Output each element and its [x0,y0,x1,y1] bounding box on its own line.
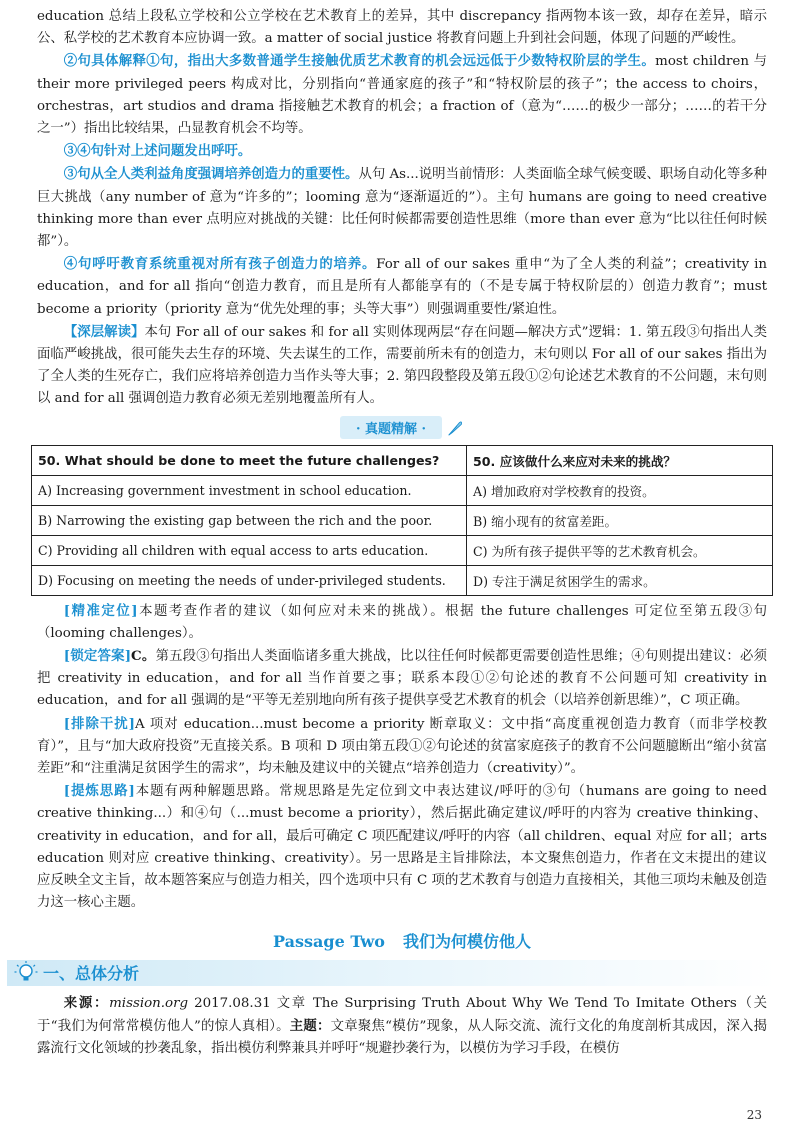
deep-reading-paragraph: 【深层解读】本句 For all of our sakes 和 for all 实则体现两层“存在问题—解决方式”逻辑：1. 第五段③句指出人类面临严峻挑战，很可能失去生存的环境、失去谋生的工作，需要前所未有的创造力，末句则以 For all of our sakes 指出为了全人类的生死存亡，我们应将培养创造力当作头等大事；2. 第四段整段及第五段①②句论述艺术教育的不公问题，末句则以 and for all 强调创造力教育必须无差别地覆盖所有人。 [37,323,767,407]
sentence-point: ③④句针对上述问题发出呼吁。 [63,143,252,160]
option-en: A) Increasing government investment in school education. [32,475,467,505]
overview-heading [7,960,777,986]
table-row [32,475,773,505]
source-label: 来源： [63,994,110,1011]
option-en: D) Focusing on meeting the needs of under-privileged students. [32,565,467,595]
table-row [32,565,773,595]
option-en: B) Narrowing the existing gap between the rich and the poor. [32,505,467,535]
locate-paragraph: [精准定位]本题考查作者的建议（如何应对未来的挑战）。根据 the future challenges 可定位至第五段③句（looming challenges）。 [37,602,767,641]
table-row [32,505,773,535]
analysis-paragraph: education 总结上段私立学校和公立学校在艺术教育上的差异，其中 discrepancy 指两物本该一致，却存在差异，暗示公、私学校的艺术教育本应协调一致。a matter of social justice 将教育问题上升到社会问题，体现了问题的严峻性。 [37,9,767,47]
analysis-paragraph: ②句具体解释①句，指出大多数普通学生接触优质艺术教育的机会远远低于少数特权阶层的学生。most children 与 their more privileged peers 构成对比，分别指向“普通家庭的孩子”和“特权阶层的孩子”；the access to choirs，orchestras，art studios and drama 指接触艺术教育的机会；a fraction of（意为“……的极少一部分；……的若干分之一”）指出比较结果，凸显教育机会不均等。 [37,53,767,137]
source-site: mission.org [109,995,189,1011]
analysis-paragraph: ④句呼吁教育系统重视对所有孩子创造力的培养。For all of our sakes 重申“为了全人类的利益”；creativity in education，and for all 指向“创造力教育，而且是所有人都能享有的（不是专属于特权阶层的）创造力教育”；must become a priority（priority 意为“优先处理的事；头等大事”）则强调重要性/紧迫性。 [37,256,767,317]
option-zh: C) 为所有孩子提供平等的艺术教育机会。 [467,535,773,565]
analysis-paragraph [37,140,767,163]
section-banner [37,417,767,439]
table-row [32,445,773,475]
locate-tag: [精准定位] [63,602,138,619]
exclude-tag: [排除干扰] [63,715,135,732]
answer-letter: C。 [131,648,156,665]
passage-title-zh: 我们为何模仿他人 [402,931,531,951]
overview-title: 一、总体分析 [43,964,140,983]
sentence-point: ④句呼吁教育系统重视对所有孩子创造力的培养。 [63,256,377,273]
question-stem-zh: 50. 应该做什么来应对未来的挑战？ [467,445,773,475]
refine-paragraph: [提炼思路]本题有两种解题思路。常规思路是先定位到文中表达建议/呼吁的③句（humans are going to need creative thinking...）和④句（...must become a priority），然后据此确定建议/呼吁的内容为 creative thinking、creativity in education，and for all，最后可确定 C 项匹配建议/呼吁的内容（all children、equal 对应 for all；arts education 则对应 creative thinking、creativity）。另一思路是主旨排除法，本文聚焦创造力，作者在文末提出的建议应反映全文主旨，故本题答案应与创造力相关，四个选项中只有 C 项的艺术教育与创造力直接相关，其他三项均未触及创造力这一核心主题。 [37,783,768,911]
page-number: 23 [746,1108,762,1122]
lightbulb-icon [13,960,39,986]
exclude-paragraph: [排除干扰]A 项对 education...must become a priority 断章取义：文中指“高度重视创造力教育（而非学校教育）”，且与“加大政府投资”无直接关系。B 项和 D 项由第五段①②句论述的贫富家庭孩子的教育不公问题臆断出“缩小贫富差距”和“注重满足贫困学生的需求”，均未触及建议中的关键点“培养创造力（creativity）”。 [37,715,768,777]
deep-reading-tag: 【深层解读】 [63,323,145,340]
passage-title-en: Passage Two [273,931,385,951]
option-zh: A) 增加政府对学校教育的投资。 [467,475,773,505]
passage-title [37,929,767,952]
sentence-point: ②句具体解释①句，指出大多数普通学生接触优质艺术教育的机会远远低于少数特权阶层的学生。 [63,53,656,70]
sentence-point: ③句从全人类利益角度强调培养创造力的重要性。 [63,166,359,183]
question-stem-en: 50. What should be done to meet the future challenges? [32,445,467,475]
option-zh: B) 缩小现有的贫富差距。 [467,505,773,535]
option-en: C) Providing all children with equal access to arts education. [32,535,467,565]
answer-tag: [锁定答案] [63,648,132,665]
refine-tag: [提炼思路] [63,783,135,800]
page-content [37,6,767,1060]
question-table [31,445,773,596]
source-paragraph: 来源：mission.org 2017.08.31 文章 The Surprising Truth About Why We Tend To Imitate Others（关于“我们为何常常模仿他人”的惊人真相）。主题：文章聚焦“模仿”现象，从人际交流、流行文化的角度剖析其成因，深入揭露流行文化领域的抄袭乱象，指出模仿利弊兼具并呼吁“规避抄袭行为，以模仿为学习手段，在模仿 [37,994,767,1056]
theme-label: 主题： [289,1017,331,1034]
feather-pen-icon [446,419,464,437]
banner-title: · 真题精解 · [340,416,442,439]
option-zh: D) 专注于满足贫困学生的需求。 [467,565,773,595]
analysis-paragraph: ③句从全人类利益角度强调培养创造力的重要性。从句 As...说明当前情形：人类面临全球气候变暖、职场自动化等多种巨大挑战（any number of 意为“许多的”；looming 意为“逐渐逼近的”）。主句 humans are going to need creative thinking more than ever 点明应对挑战的关键：比任何时候都需要创造性思维（more than ever 意为“比以往任何时候都”）。 [37,166,767,250]
answer-paragraph: [锁定答案]C。第五段③句指出人类面临诸多重大挑战，比以往任何时候都更需要创造性思维；④句则提出建议：必须把 creativity in education，and for all 当作首要之事；联系本段①②句论述的教育不公问题可知 creativity in education，and for all 强调的是“平等无差别地向所有孩子提供享受艺术教育的机会（以培养创新思维）”，C 项正确。 [37,648,767,709]
table-row [32,535,773,565]
